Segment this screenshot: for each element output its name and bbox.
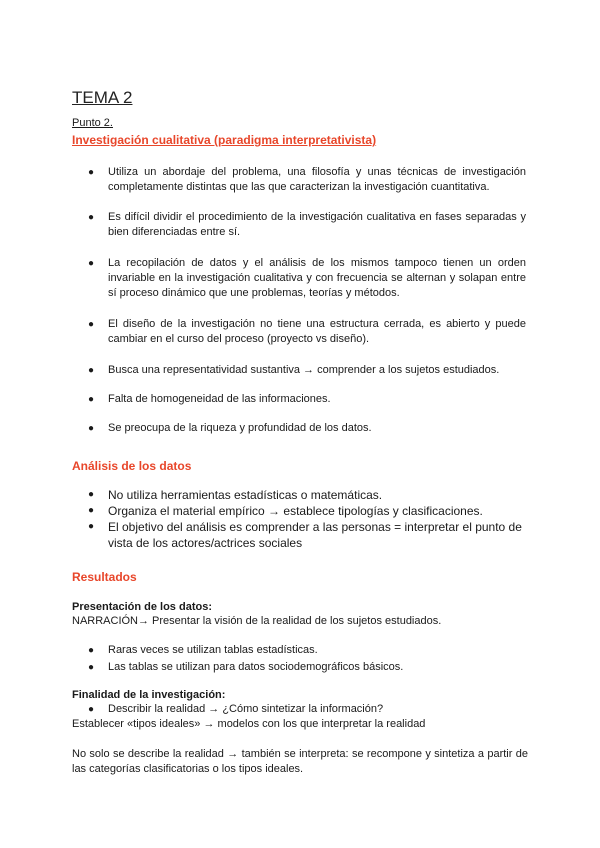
page-title: TEMA 2 <box>72 88 133 107</box>
list-item: ● Utiliza un abordaje del problema, una filosofía y unas técnicas de investigación completamente distintas que las que caracterizan la investigación cuantitativa. <box>88 166 526 193</box>
bullet-icon: ● <box>88 704 95 715</box>
section-heading-results: Resultados <box>72 570 137 584</box>
list-item: ● Se preocupa de la riqueza y profundidad de los datos. <box>88 422 372 434</box>
conclusion-paragraph: No solo se describe la realidad → también se interpreta: se recompone y sintetiza a partir de las categorías clasificatorias o los tipos ideales. <box>72 748 528 775</box>
bullet-icon: ● <box>88 319 95 330</box>
list-item: ● Describir la realidad → ¿Cómo sintetizar la información? <box>88 703 384 715</box>
bullet-icon: ● <box>88 212 95 223</box>
list-item: ● El objetivo del análisis es comprender a las personas = interpretar el punto de vista de los actores/actrices sociales <box>88 520 522 550</box>
purpose-title: Finalidad de la investigación: <box>72 689 226 701</box>
bullet-list-tables <box>88 643 528 675</box>
presentation-title: Presentación de los datos: <box>72 601 212 613</box>
bullet-icon: ● <box>88 521 95 532</box>
section-number: Punto 2. <box>72 117 113 129</box>
bullet-icon: ● <box>88 645 95 656</box>
list-item: ● Falta de homogeneidad de las informaciones. <box>88 393 331 405</box>
list-item: ● La recopilación de datos y el análisis de los mismos tampoco tienen un orden invariable en la investigación cualitativa y con frecuencia se alternan y solapan entre sí proceso dinámico que une problemas, teorías y métodos. <box>88 257 526 299</box>
section-heading-qualitative: Investigación cualitativa (paradigma interpretativista) <box>72 133 377 147</box>
bullet-list-purpose <box>88 702 528 717</box>
bullet-icon: ● <box>88 505 95 516</box>
narration-text: NARRACIÓN→ Presentar la visión de la realidad de los sujetos estudiados. <box>72 615 442 627</box>
bullet-icon: ● <box>88 365 95 376</box>
bullet-icon: ● <box>88 489 95 500</box>
list-item: ● Busca una representatividad sustantiva → comprender a los sujetos estudiados. <box>88 364 500 376</box>
bullet-list-qualitative <box>88 165 526 436</box>
bullet-icon: ● <box>88 662 95 673</box>
list-item: ● Organiza el material empírico → establece tipologías y clasificaciones. <box>88 504 483 518</box>
list-item: ● Es difícil dividir el procedimiento de la investigación cualitativa en fases separadas y bien diferenciadas entre sí. <box>88 211 526 238</box>
bullet-icon: ● <box>88 394 95 405</box>
ideal-types-text: Establecer «tipos ideales» → modelos con los que interpretar la realidad <box>72 718 426 730</box>
list-item: ● No utiliza herramientas estadísticas o matemáticas. <box>88 488 383 502</box>
section-heading-analysis: Análisis de los datos <box>72 459 192 473</box>
list-item: ● Las tablas se utilizan para datos sociodemográficos básicos. <box>88 661 404 673</box>
bullet-icon: ● <box>88 167 95 178</box>
bullet-icon: ● <box>88 258 95 269</box>
bullet-list-analysis <box>88 487 528 551</box>
bullet-icon: ● <box>88 423 95 434</box>
list-item: ● El diseño de la investigación no tiene una estructura cerrada, es abierto y puede cambiar en el curso del proceso (proyecto vs diseño). <box>88 318 526 345</box>
list-item: ● Raras veces se utilizan tablas estadísticas. <box>88 644 318 656</box>
